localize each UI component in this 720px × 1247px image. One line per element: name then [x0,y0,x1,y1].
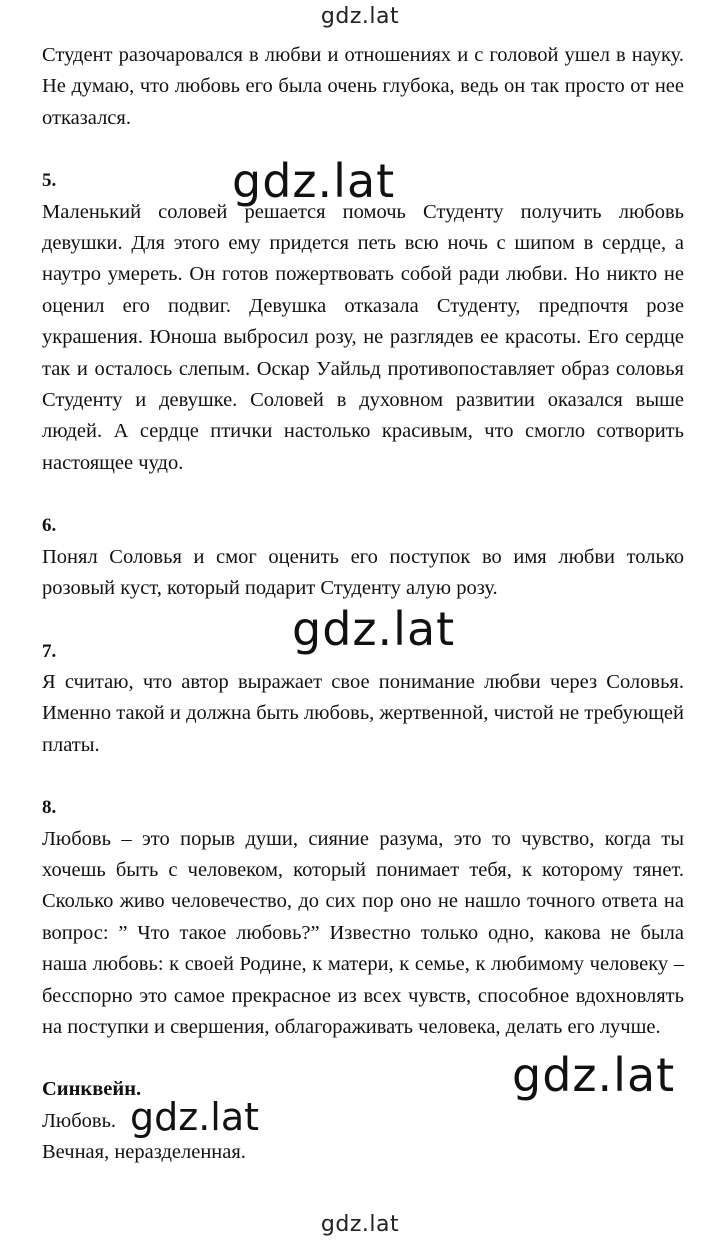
section-text: Любовь – это порыв души, сияние разума, это то чувство, когда ты хочешь быть с человеком, который понимает тебя, к которому тянет. Сколько живо человечество, до сих пор оно не нашло точного ответа на вопрос: ” Что такое любовь?” Известно только одно, какова не была наша любовь: к своей Родине, к матери, к семье, к любимому человеку – бесспорно это самое прекрасное из всех чувств, способное вдохновлять на поступки и свершения, облагораживать человека, делать его лучше. [42,827,684,1038]
cinquain-line: Вечная, неразделенная. [42,1141,246,1164]
watermark-large-2: gdz.lat [292,602,456,656]
section-number: 6. [42,515,57,537]
watermark-top: gdz.lat [320,4,400,29]
section-text: Я считаю, что автор выражает свое понимание любви через Соловья. Именно такой и должна быть любовь, жертвенной, чистой не требующей платы. [42,670,684,756]
section-text: Маленький соловей решается помочь Студенту получить любовь девушки. Для этого ему придется петь всю ночь с шипом в сердце, а наутро умереть. Он готов пожертвовать собой ради любви. Но никто не оценил его подвиг. Девушка отказала Студенту, предпочтя розе украшения. Юноша выбросил розу, не разглядев ее красоты. Его сердце так и осталось слепым. Оскар Уайльд противопоставляет образ соловья Студенту и девушке. Соловей в духовном развитии оказался выше людей. А сердце птички настолько красивым, что смогло сотворить настоящее чудо. [42,200,684,474]
document-body [42,40,684,1169]
cinquain-line: Любовь. [42,1109,117,1132]
watermark-bottom: gdz.lat [320,1212,400,1237]
cinquain-heading: Синквейн. [42,1078,142,1101]
watermark-large-4: gdz.lat [130,1095,260,1139]
section-number: 8. [42,797,57,819]
watermark-large-3: gdz.lat [512,1048,676,1102]
section-number: 5. [42,170,57,192]
watermark-large-1: gdz.lat [232,154,396,208]
intro-paragraph: Студент разочаровался в любви и отношениях и с головой ушел в науку. Не думаю, что любовь его была очень глубока, ведь он так просто от нее отказался. [42,44,684,129]
section-number: 7. [42,640,57,662]
section-text: Понял Соловья и смог оценить его поступок во имя любви только розовый куст, который подарит Студенту алую розу. [42,545,684,600]
